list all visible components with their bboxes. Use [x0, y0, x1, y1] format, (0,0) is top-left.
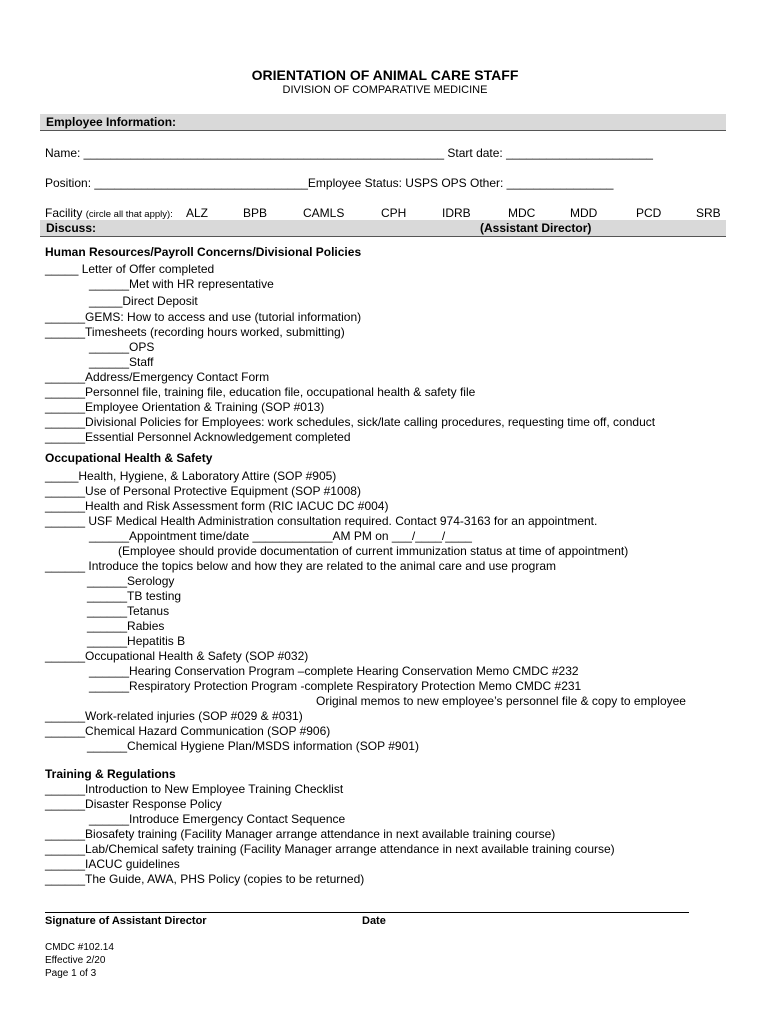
checklist-item[interactable]: ______Staff: [89, 355, 154, 369]
page-title: ORIENTATION OF ANIMAL CARE STAFF: [251, 67, 519, 83]
facility-label: Facility: [45, 206, 83, 220]
checklist-item[interactable]: ______Serology: [87, 574, 175, 588]
checklist-item[interactable]: ______Divisional Policies for Employees: work schedules, sick/late calling procedures, requesting time off, conduct: [45, 415, 656, 429]
checklist-item[interactable]: ______OPS: [89, 340, 155, 354]
checklist-item[interactable]: ______Rabies: [87, 619, 165, 633]
checklist-item[interactable]: ______Introduction to New Employee Training Checklist: [45, 782, 344, 796]
checklist-item[interactable]: _____ Letter of Offer completed: [45, 262, 215, 276]
checklist-item[interactable]: ______Work-related injuries (SOP #029 & #031): [45, 709, 303, 723]
employee-info-header: Employee Information:: [46, 115, 177, 129]
appointment-line[interactable]: ______Appointment time/date ____________AM PM on ___/____/____: [89, 529, 472, 543]
checklist-item[interactable]: ______Introduce Emergency Contact Sequence: [89, 812, 346, 826]
page-number: Page 1 of 3: [45, 968, 97, 979]
checklist-item[interactable]: ______Hearing Conservation Program –complete Hearing Conservation Memo CMDC #232: [89, 664, 579, 678]
facility-option-mdd[interactable]: MDD: [570, 206, 598, 220]
facility-option-cph[interactable]: CPH: [381, 206, 407, 220]
date-label: Date: [362, 915, 386, 927]
checklist-item[interactable]: ______IACUC guidelines: [45, 857, 180, 871]
checklist-item[interactable]: ______Chemical Hygiene Plan/MSDS information (SOP #901): [87, 739, 419, 753]
training-heading: Training & Regulations: [45, 767, 176, 781]
effective-date: Effective 2/20: [45, 955, 106, 966]
checklist-item[interactable]: ______The Guide, AWA, PHS Policy (copies to be returned): [45, 872, 365, 886]
discuss-band: [40, 220, 726, 237]
checklist-item[interactable]: ______Respiratory Protection Program -complete Respiratory Protection Memo CMDC #231: [89, 679, 582, 693]
checklist-item[interactable]: ______Biosafety training (Facility Manager arrange attendance in next available training course): [45, 827, 556, 841]
checklist-item[interactable]: ______TB testing: [87, 589, 182, 603]
signature-label: Signature of Assistant Director: [45, 915, 207, 927]
checklist-item[interactable]: ______Disaster Response Policy: [45, 797, 222, 811]
discuss-label: Discuss:: [46, 221, 97, 235]
facility-option-alz[interactable]: ALZ: [186, 206, 209, 220]
page-subtitle: DIVISION OF COMPARATIVE MEDICINE: [282, 84, 488, 96]
checklist-item[interactable]: ______Essential Personnel Acknowledgement completed: [45, 430, 351, 444]
checklist-item[interactable]: ______Timesheets (recording hours worked, submitting): [45, 325, 345, 339]
checklist-item[interactable]: ______Use of Personal Protective Equipment (SOP #1008): [45, 484, 361, 498]
facility-label-group: [45, 206, 173, 220]
employee-info-band: [40, 114, 726, 131]
checklist-item[interactable]: ______ USF Medical Health Administration consultation required. Contact 974-3163 for an appointment.: [45, 514, 598, 528]
facility-option-mdc[interactable]: MDC: [508, 206, 536, 220]
facility-option-pcd[interactable]: PCD: [636, 206, 662, 220]
facility-option-idrb[interactable]: IDRB: [442, 206, 471, 220]
facility-option-bpb[interactable]: BPB: [243, 206, 268, 220]
facility-option-srb[interactable]: SRB: [696, 206, 721, 220]
position-status-line[interactable]: Position: ________________________________Employee Status: USPS OPS Other: ________________: [45, 176, 614, 190]
discuss-assistant-director: (Assistant Director): [480, 221, 592, 235]
name-start-date-line[interactable]: Name: ______________________________________________________ Start date: ______________________: [45, 146, 653, 160]
facility-option-camls[interactable]: CAMLS: [303, 206, 345, 220]
checklist-item[interactable]: ______Personnel file, training file, education file, occupational health & safety file: [45, 385, 476, 399]
checklist-item[interactable]: ______Hepatitis B: [87, 634, 186, 648]
checklist-item[interactable]: ______ Introduce the topics below and how they are related to the animal care and use program: [45, 559, 556, 573]
checklist-item[interactable]: _____Health, Hygiene, & Laboratory Attire (SOP #905): [45, 469, 337, 483]
memo-note: Original memos to new employee’s personnel file & copy to employee: [316, 694, 686, 708]
facility-note: (circle all that apply):: [85, 209, 173, 220]
ohs-heading: Occupational Health & Safety: [45, 451, 213, 465]
checklist-item[interactable]: ______Address/Emergency Contact Form: [45, 370, 270, 384]
signature-line[interactable]: [45, 912, 689, 913]
checklist-item[interactable]: ______Tetanus: [87, 604, 170, 618]
checklist-item[interactable]: ______Met with HR representative: [89, 277, 274, 291]
checklist-item[interactable]: ______Occupational Health & Safety (SOP #032): [45, 649, 309, 663]
immunization-note: (Employee should provide documentation of current immunization status at time of appointment): [118, 544, 629, 558]
checklist-item[interactable]: ______Chemical Hazard Communication (SOP #906): [45, 724, 331, 738]
hr-heading: Human Resources/Payroll Concerns/Divisional Policies: [45, 245, 362, 259]
checklist-item[interactable]: _____Direct Deposit: [89, 294, 198, 308]
checklist-item[interactable]: ______Health and Risk Assessment form (RIC IACUC DC #004): [45, 499, 389, 513]
form-number: CMDC #102.14: [45, 942, 114, 953]
checklist-item[interactable]: ______GEMS: How to access and use (tutorial information): [45, 310, 362, 324]
checklist-item[interactable]: ______Employee Orientation & Training (SOP #013): [45, 400, 325, 414]
checklist-item[interactable]: ______Lab/Chemical safety training (Facility Manager arrange attendance in next available training course): [45, 842, 615, 856]
